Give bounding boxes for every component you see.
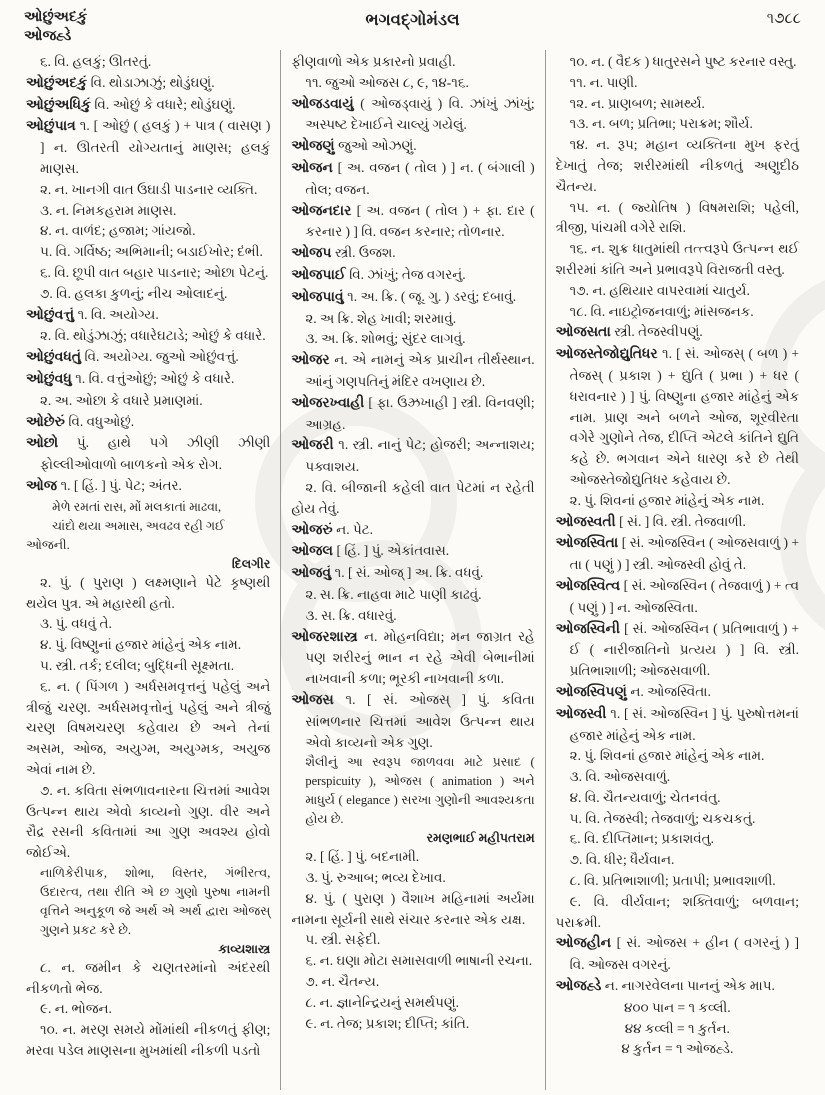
sense-paragraph: ૨. અ. ઓછા કે વધારે પ્રમાણમાં.	[40, 392, 203, 408]
sense-paragraph: ૧૮. વિ. નાઇટ્રોજનવાળું; માંસજનક.	[569, 303, 754, 319]
entry-paragraph: ઓજસ ૧. [ સં. ઓજસ્ ] પું. કવિતા સાંભળનાર ચિત્તમાં આવેશ ઉત્પન્ન થાય એવો કાવ્યનો એક ગુણ.	[291, 691, 535, 750]
sense-paragraph: ૩. ન. નિમકહરામ માણસ.	[40, 202, 177, 218]
sense-paragraph: ૨. [ હિં. ] પું. બદનામી.	[305, 849, 420, 865]
headword: ઓજડવાયું	[291, 96, 361, 112]
headword: ઓજણું	[291, 139, 339, 155]
headword: ઓજસ્વી	[555, 706, 611, 722]
guide-word-first: ઓછુંઅદકું	[24, 9, 88, 25]
headword: ઓછુંઅદકું	[26, 75, 91, 91]
sense-paragraph: ૯. ન. ભોજન.	[40, 1001, 112, 1017]
attribution: રમણભાઈ મહીપતરામ	[426, 831, 535, 846]
headword: ઓછો	[26, 436, 77, 452]
sense-paragraph: ૨. સ. ક્રિ. નાહવા માટે પાણી કાઢવું.	[305, 586, 482, 602]
entry-paragraph: ઓજર ન. એ નામનું એક પ્રાચીન તીર્થસ્થાન. આંનું ગણપતિનું મંદિર વખણાય છે.	[291, 352, 535, 389]
sense-paragraph: ૨. અ ક્રિ. શેહ ખાવી; શરમાવું.	[305, 310, 457, 326]
sense-paragraph: ૨. પું. શિવનાં હજાર માંહેનું એક નામ.	[569, 748, 765, 764]
sense-paragraph: ૩. પું. વધવું તે.	[40, 616, 112, 632]
sense-paragraph: ૪. ન. વાળંદ; હજામ; ગાંયજો.	[40, 223, 196, 239]
text-columns	[16, 50, 809, 1090]
entry-paragraph: ઓજડવાયું ( ઓજડ્વાયું ) વિ. ઝાંખું ઝાંખું; અસ્પષ્ટ દેખાઈને ચાલ્યું ગયેલું.	[291, 95, 535, 133]
sense-paragraph: ૩. સ. ક્રિ. વધારવું.	[305, 607, 397, 623]
entry-paragraph: ઓજસ્વિતા [ સં. ઓજસ્વિન ( ઓજસવાળું ) + તા ( પણું ) ] સ્ત્રી. ઓજસ્વી હોવું તે.	[555, 535, 799, 573]
sense-paragraph: ૭. ન. ચૈતન્ય.	[305, 974, 380, 990]
entry-paragraph: ઓજવું ૧. [ સં. ઓજ્ ] અ. ક્રિ. વધવું.	[291, 565, 484, 582]
entry-paragraph: ઓજસ્વિત્વ [ સં. ઓજસ્વિન ( તેજવાળું ) + ત્વ ( પણું ) ] ન. ઓજસ્વિતા.	[555, 577, 799, 615]
entry-paragraph: ઓજલ [ હિં. ] પું. એકાંતવાસ.	[291, 543, 450, 560]
headword: ઓછુંવધુ	[26, 371, 76, 387]
sense-paragraph: ૭. વિ. ધીર; ધૈર્યવાન.	[569, 852, 675, 868]
headword: ઓજસ્વિપણું	[555, 684, 631, 700]
continuation-paragraph: ફીણવાળો એક પ્રકારનો પ્રવાહી.	[291, 54, 456, 69]
guide-word-last: ઓજહ્ડે	[24, 28, 72, 44]
sense-paragraph: ૩. અ. ક્રિ. શોભવું; સુંદર લાગવું.	[305, 331, 466, 347]
entry-paragraph: ઓજરી ૧. સ્ત્રી. નાનું પેટ; હોજરી; અન્નાશય; પક્વાશય.	[291, 437, 535, 475]
sense-paragraph: ૬. વિ. દીપ્તિમાન; પ્રકાશવંતુ.	[569, 831, 714, 847]
headword: ઓછુંવત્તું	[26, 307, 78, 323]
headword: ઓછુંવધતું	[26, 350, 85, 366]
entry-paragraph: ઓજહીન [ સં. ઓજસ + હીન ( વગરનું ) ] વિ. ઓજસ વગરનું.	[555, 935, 799, 973]
sense-paragraph: ૧૭. ન. હથિયાર વાપરવામાં ચાતુર્ય.	[569, 282, 750, 298]
sense-paragraph: ૫. સ્ત્રી. સફેદી.	[305, 932, 381, 948]
sense-paragraph: ૨. ન. ખાનગી વાત ઉઘાડી પાડનાર વ્યક્તિ.	[40, 181, 258, 197]
sense-paragraph: ૪. પું. વિષ્ણુનાં હજાર માંહેનું એક નામ.	[40, 637, 242, 653]
sense-paragraph: ૬. વિ. હલકું; ઊતરતું.	[40, 54, 152, 69]
sense-paragraph: ૫. વિ. તેજસ્વી; તેજવાળું; ચકચકતું.	[569, 810, 756, 826]
entry-paragraph: ઓજસતા સ્ત્રી. તેજસ્વીપણું.	[555, 324, 703, 341]
headword: ઓજસ્વતી	[555, 514, 620, 530]
sense-paragraph: ૧૦. ન. ( વૈદક ) ધાતુરસને પુષ્ટ કરનાર વસ્તુ.	[569, 54, 797, 69]
column-2	[280, 50, 544, 1090]
headword: ઓછુંપાત્ર	[26, 119, 80, 135]
sense-paragraph: ૬. ન. ( પિંગળ ) અર્ધસમવૃત્તનું પહેલું અને ત્રીજું ચરણ. અર્ધસમવૃત્તોનું પહેલું અને ત્રીજું ચરણ વિષમચરણ કહેવાય છે અને તેનાં અસમ, ઓજ, અયુગ્મ, અયુગ્મક, અયુજ એવાં નામ છે.	[26, 678, 271, 777]
entry-paragraph: ઓજસ્વી ૧. [ સં. ઓજસ્વિન ] પું. પુરુષોત્તમનાં હજાર માંહેનું એક નામ.	[555, 705, 799, 743]
column-1	[16, 50, 280, 1090]
headword: ઓજપાવું	[291, 289, 348, 305]
headword: ઓજસ્તેજોદ્યુતિધર	[555, 347, 662, 363]
entry-paragraph: ઓછુંપાત્ર ૧. [ ઓછું ( હલકું ) + પાત્ર ( વાસણ ) ] ન. ઊતરતી યોગ્યતાનું માણસ; હલકું માણસ.	[26, 118, 271, 176]
sense-paragraph: ૩. પું. રુઆબ; ભવ્ય દેખાવ.	[305, 870, 446, 886]
headword: ઓજરી	[291, 438, 339, 454]
sense-paragraph: ૧૧. ન. પાણી.	[569, 74, 638, 90]
sense-paragraph: ૮. વિ. પ્રતિભાશાળી; પ્રતાપી; પ્રભાવશાળી.	[569, 873, 776, 889]
headword: ઓછુંઅધિકું	[26, 97, 95, 113]
sense-paragraph: ૫. વિ. ગર્વિષ્ઠ; અભિમાની; બડાઈખોર; દંભી.	[40, 244, 263, 260]
sense-paragraph: ૮. ન. જ્ઞાનેન્દ્રિયનું સમર્થપણું.	[305, 994, 460, 1010]
entry-paragraph: ઓછુંઅધિકું વિ. ઓછું કે વધારે; થોડુંઘણું.	[26, 96, 236, 113]
entry-paragraph: ઓજનદાર [ અ. વજન ( તોલ ) + ફા. દાર ( કરનાર ) ] વિ. વજન કરનાર; તોળનાર.	[291, 202, 535, 240]
column-3	[545, 50, 809, 1090]
sense-paragraph: ૧૪. ન. રૂપ; મહાન વ્યક્તિના મુખ ફરતું દેખાતું તેજ; શરીરમાંથી નીકળતું અણુદીઠ ચૈતન્ય.	[555, 137, 799, 194]
sense-paragraph: ૧૩. ન. બળ; પ્રતિભા; પરાક્રમ; શૌર્ય.	[569, 116, 753, 132]
entry-paragraph: ઓછુંઅદકું વિ. થોડાઝાઝું; થોડુંઘણું.	[26, 74, 215, 91]
sense-paragraph: ૫. સ્ત્રી. તર્ક; દલીલ; બુદ્ધિની સૂક્ષ્મતા.	[40, 657, 235, 673]
headword: ઓજસ્વિતા	[555, 536, 622, 552]
attribution: દિલગીર	[231, 556, 271, 571]
headword: ઓછેરું	[26, 414, 69, 430]
entry-paragraph: ઓજરખ્વાહી [ ફા. ઉઝ્રખાહી ] સ્ત્રી. વિનવણી; આગ્રહ.	[291, 394, 535, 432]
citation-note: શૈલીનું આ સ્વરૂપ જાળવવા માટે પ્રસાદ ( perspicuity ), ઓજસ ( animation ) અને માધુર્ય ( elegance ) સરખા ગુણોની આવશ્યકતા હોય છે.	[305, 755, 535, 827]
headword: ઓજસ્વિની	[555, 621, 625, 637]
headword: ઓજસ	[291, 692, 346, 708]
headword: ઓજન	[291, 160, 338, 176]
sense-paragraph: ૧૦. ન. મરણ સમયે મોંમાંથી નીકળતું ફીણ; મરવા પડેલ માણસના મુખમાંથી નીકળી પડતો	[26, 1022, 271, 1059]
verse-line: મેળે રમતાં રાસ, મોં મલકાતાં માઢવા,	[52, 499, 222, 514]
book-title: ભગવદ્ગોમંડલ	[365, 10, 460, 29]
entry-paragraph: ઓછુંવત્તું ૧. વિ. અયોગ્ય.	[26, 306, 159, 323]
sense-paragraph: ૧૫. ન. ( જ્યોતિષ ) વિષમરાશિ; પહેલી, ત્રીજી, પાંચમી વગેરે રાશિ.	[555, 199, 799, 236]
sense-paragraph: ૧૬. ન. શુક્ર ધાતુમાંથી તત્ત્વરૂપે ઉત્પન્ન થઈ શરીરમાં કાંતિ અને પ્રભાવરૂપે વિરાજતી વસ્તુ.	[555, 241, 799, 277]
sense-paragraph: ૨. વિ. બીજાની કહેલી વાત પેટમાં ન રહેતી હોય તેવું.	[291, 479, 535, 516]
sense-paragraph: ૯. વિ. વીર્યવાન; શક્તિવાળું; બળવાન; પરાક્રમી.	[555, 893, 799, 930]
headword: ઓજનદાર	[291, 203, 357, 219]
entry-paragraph: ઓછેરું વિ. વધુઓછું.	[26, 413, 135, 430]
page-header	[0, 0, 825, 48]
headword: ઓજપ	[291, 246, 335, 262]
sense-paragraph: ૧૧. જુઓ ઓજસ ૮, ૯, ૧૪-૧૬.	[305, 74, 469, 90]
verse-line: ચાંદો થયા અમાસ, અવઢવ રહી ગઈ ઓજની.	[26, 518, 225, 552]
sense-paragraph: ૪. પું. ( પુરાણ ) વૈશાખ મહિનામાં અર્યમા નામના સૂર્યની સાથે સંચાર કરનાર એક યક્ષ.	[291, 890, 535, 927]
sense-paragraph: ૮. ન. જમીન કે ચણતરમાંનો અંદરથી નીકળતો ભેજ.	[26, 959, 271, 996]
headword: ઓજરશાસ્ત્ર	[291, 629, 364, 645]
headword: ઓજસ્વિત્વ	[555, 578, 624, 594]
entry-paragraph: ઓજસ્વતી [ સં. ] વિ. સ્ત્રી. તેજવાળી.	[555, 513, 746, 530]
entry-paragraph: ઓછુંવધુ ૧. વિ. વત્તુંઓછું; ઓછું કે વધારે.	[26, 370, 235, 387]
entry-paragraph: ઓજણું જુઓ ઓઝણું.	[291, 138, 417, 155]
entry-paragraph: ઓજપાઈ વિ. ઝાંખું; તેજ વગરનું.	[291, 266, 466, 283]
citation-note: નાળિકેરીપાક, શોભા, વિસ્તર, ગંભીરત્વ, ઉદારત્વ, તથા રીતિ એ છ ગુણો પુરુષા નામની વૃત્તિને અનુકૂળ જે અર્થ એ અર્થ દ્વારા ઓજસ્ ગુણને પ્રકટ કરે છે.	[40, 865, 271, 937]
sense-paragraph: ૩. વિ. ઓજસવાળું.	[569, 769, 671, 785]
headword: ઓજહીન	[555, 936, 617, 952]
page-number: ૧૭૮૮	[766, 11, 801, 27]
entry-paragraph: ઓજસ્તેજોદ્યુતિધર ૧. [ સં. ઓજસ્ ( બળ ) + તેજસ્ ( પ્રકાશ ) + દ્યુતિ ( પ્રભા ) + ધર ( ધરાવનાર ) ] પું. વિષ્ણુના હજાર માંહેનું એક નામ. પ્રાણ અને બળને ઓજ, શૂરવીરતા વગેરે ગુણોને તેજ, દીપ્તિ એટલે કાંતિને દ્યુતિ કહે છે. ભગવાન એને ધારણ કરે છે તેથી ઓજસ્તેજોદ્યુતિધર કહેવાય છે.	[555, 346, 799, 487]
measure-formula: ૪૦૦ પાન = ૧ કવ્લી.	[624, 999, 731, 1015]
entry-paragraph: ઓજસ્વિની [ સં. ઓજસ્વિન ( પ્રતિભાવાળું ) + ઈ ( નારીજાતિનો પ્રત્યય ) ] વિ. સ્ત્રી. પ્રતિભાશાળી; ઓજસવાળી.	[555, 620, 799, 679]
headword: ઓજલ	[291, 544, 337, 560]
headword: ઓજર	[291, 353, 335, 369]
sense-paragraph: ૨. પું. ( પુરાણ ) લક્ષ્મણાને પેટે કૃષ્ણથી થયેલ પુત્ર. એ મહારથી હતો.	[26, 574, 271, 611]
sense-paragraph: ૯. ન. તેજ; પ્રકાશ; દીપ્તિ; કાંતિ.	[305, 1015, 470, 1031]
headword: ઓજરખ્વાહી	[291, 395, 369, 411]
sense-paragraph: ૨. પું. શિવનાં હજાર માંહેનું એક નામ.	[569, 492, 765, 508]
entry-paragraph: ઓજહ્ડે ન. નાગરવેલના પાનનું એક માપ.	[555, 978, 775, 995]
entry-paragraph: ઓછો પું. હાથે પગે ઝીણી ઝીણી ફોલ્લીઓવાળો બાળકનો એક રોગ.	[26, 435, 271, 473]
sense-paragraph: ૧૨. ન. પ્રાણબળ; સામર્થ્ય.	[569, 95, 705, 111]
entry-paragraph: ઓજસ્વિપણું ન. ઓજસ્વિતા.	[555, 683, 711, 700]
entry-paragraph: ઓજન [ અ. વજન ( તોલ ) ] ન. ( બંગાલી ) તોલ; વજન.	[291, 159, 535, 197]
headword: ઓજપાઈ	[291, 267, 350, 283]
attribution: કાવ્યશાસ્ત્ર	[218, 941, 271, 956]
measure-formula: ૪ કુર્તન = ૧ ઓજહ્ડે.	[621, 1041, 734, 1057]
sense-paragraph: ૬. ન. ઘણા મોટા સમાસવાળી ભાષાની રચના.	[305, 953, 533, 969]
sense-paragraph: ૬. વિ. છૂપી વાત બહાર પાડનાર; ઓછા પેટનું.	[40, 264, 269, 280]
entry-paragraph: ઓજરું ન. પેટ.	[291, 521, 373, 538]
sense-paragraph: ૭. વિ. હલકા કુળનું; નીચ ઓલાદનું.	[40, 285, 228, 301]
sense-paragraph: ૭. ન. કવિતા સંભળાવનારના ચિત્તમાં આવેશ ઉત્પન્ન થાય એવો કાવ્યનો ગુણ. વીર અને રૌદ્ર રસની કવિતામાં આ ગુણ અવશ્ય હોવો જોઈએ.	[26, 782, 271, 861]
sense-paragraph: ૨. વિ. થોડુંઝાઝું; વધારેઘટાડે; ઓછું કે વધારે.	[40, 328, 266, 344]
headword: ઓજહ્ડે	[555, 979, 605, 995]
headword: ઓજવું	[291, 566, 335, 582]
entry-paragraph: ઓજરશાસ્ત્ર ન. મોહનવિદ્યા; મન જાગ્રત રહે પણ શરીરનું ભાન ન રહે એવી બેભાનીમાં નાખવાની કળા; ભૂરકી નાખવાની કળા.	[291, 628, 535, 687]
entry-paragraph: ઓજપ સ્ત્રી. ઉજશ.	[291, 245, 396, 262]
entry-paragraph: ઓજ ૧. [ હિં. ] પું. પેટ; અંતર.	[26, 477, 182, 494]
headword: ઓજ	[26, 478, 61, 494]
sense-paragraph: ૪. વિ. ચૈતન્યવાળું; ચેતનવંતુ.	[569, 789, 721, 805]
headword: ઓજસતા	[555, 325, 615, 341]
guide-words	[24, 8, 224, 46]
entry-paragraph: ઓછુંવધતું વિ. અયોગ્ય. જુઓ ઓછુંવત્તું.	[26, 349, 239, 366]
headword: ઓજરું	[291, 522, 337, 538]
measure-formula: ૪૪ કવ્લી = ૧ કુર્તન.	[624, 1020, 730, 1036]
entry-paragraph: ઓજપાવું ૧. અ. ક્રિ. ( જૂ. ગુ. ) ડરવું; દબાવું.	[291, 288, 517, 305]
